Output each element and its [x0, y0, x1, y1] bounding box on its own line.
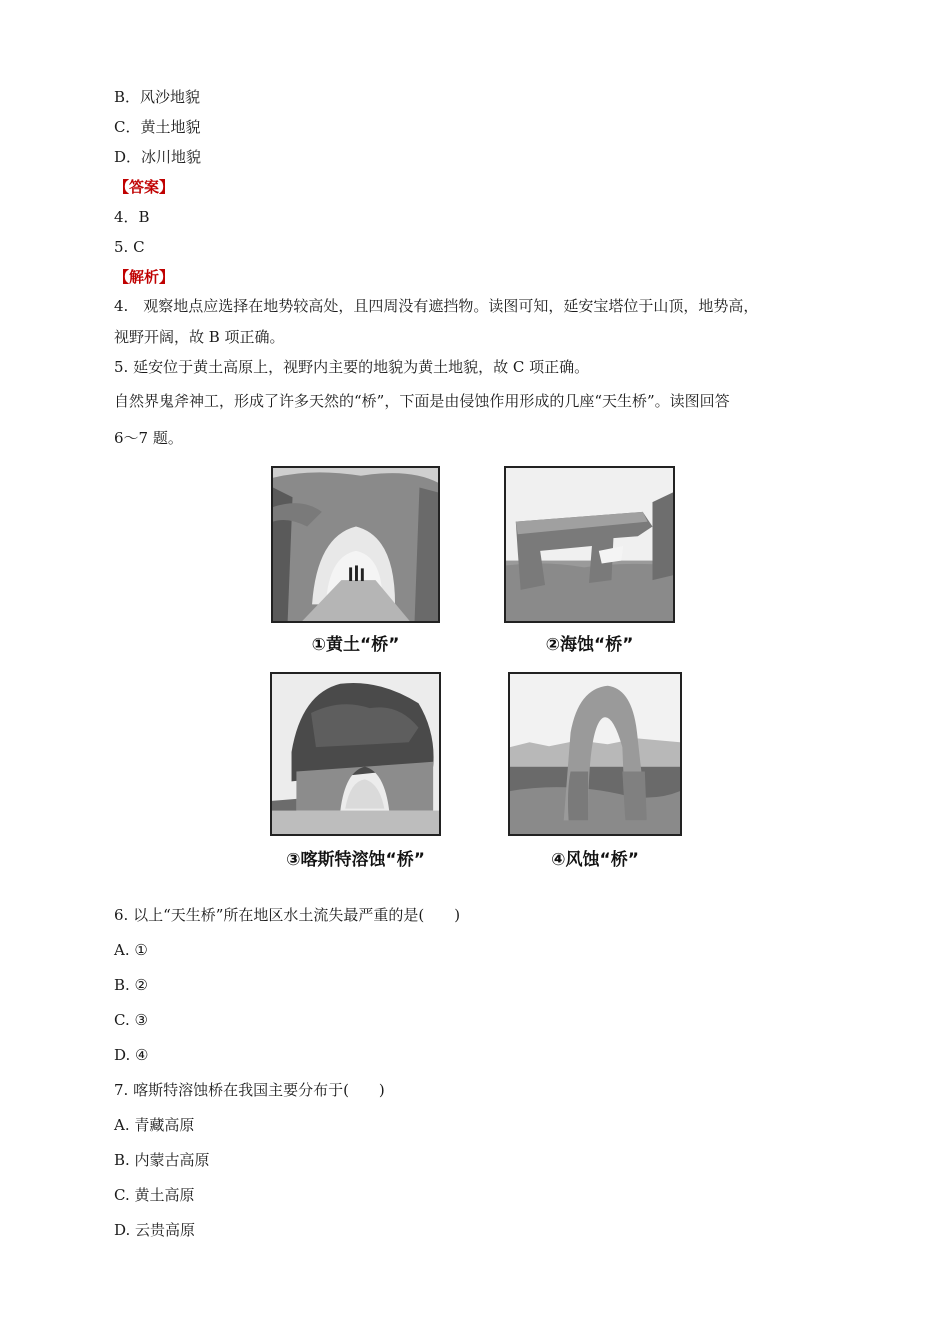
q6-option-b: B. ②: [114, 976, 149, 994]
intro-line2: 6～7 题。: [114, 429, 183, 447]
q7-stem: 7. 喀斯特溶蚀桥在我国主要分布于( ): [114, 1081, 385, 1099]
caption-karst: ③喀斯特溶蚀“桥”: [286, 850, 425, 870]
q6-option-d: D. ④: [114, 1046, 149, 1064]
answer-5: 5. C: [114, 238, 145, 256]
intro-line1: 自然界鬼斧神工，形成了许多天然的“桥”，下面是由侵蚀作用形成的几座“天生桥”。读图回答: [114, 392, 730, 410]
option-d-prev: D．冰川地貌: [114, 148, 202, 166]
caption-loess: ①黄土“桥”: [311, 635, 400, 655]
q7-option-c: C. 黄土高原: [114, 1186, 195, 1204]
karst-bridge-photo: [270, 672, 441, 836]
q6-stem: 6. 以上“天生桥”所在地区水土流失最严重的是( ): [114, 906, 461, 924]
analysis-4-line2: 视野开阔，故 B 项正确。: [114, 328, 285, 346]
option-b-prev: B．风沙地貌: [114, 88, 201, 106]
analysis-4-line1: 4. 观察地点应选择在地势较高处，且四周没有遮挡物。读图可知，延安宝塔位于山顶，地势高，: [114, 297, 759, 315]
sea-arch-photo: [504, 466, 675, 623]
caption-wind: ④风蚀“桥”: [551, 850, 639, 870]
loess-bridge-photo: [271, 466, 440, 623]
q7-option-b: B. 内蒙古高原: [114, 1151, 210, 1169]
analysis-5: 5. 延安位于黄土高原上，视野内主要的地貌为黄土地貌，故 C 项正确。: [114, 358, 590, 376]
answer-heading: 【答案】: [114, 178, 175, 196]
q7-option-d: D. 云贵高原: [114, 1221, 196, 1239]
option-c-prev: C．黄土地貌: [114, 118, 201, 136]
wind-arch-photo: [508, 672, 682, 836]
caption-sea: ②海蚀“桥”: [545, 635, 634, 655]
q7-option-a: A. 青藏高原: [114, 1116, 195, 1134]
q6-option-a: A. ①: [114, 941, 148, 959]
analysis-heading: 【解析】: [114, 268, 175, 286]
answer-4: 4．B: [114, 208, 150, 226]
q6-option-c: C. ③: [114, 1011, 148, 1029]
